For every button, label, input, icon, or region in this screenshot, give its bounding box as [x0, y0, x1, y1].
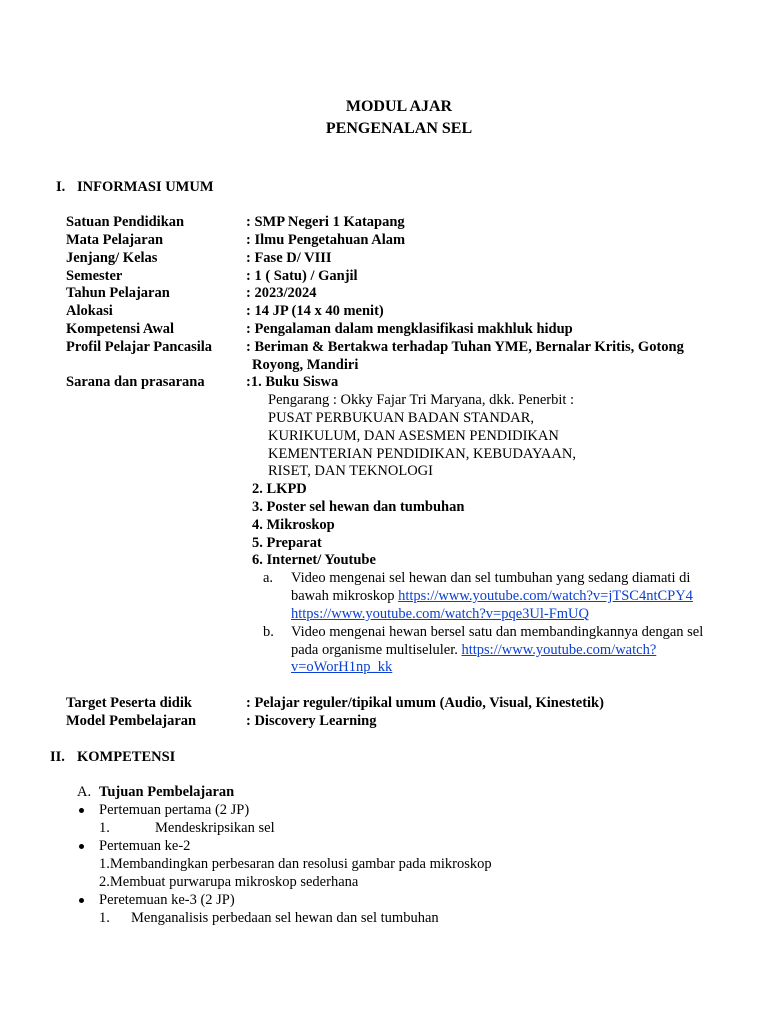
field-value-continued: Royong, Mandiri — [252, 357, 359, 373]
subsection-marker: A. — [77, 784, 92, 800]
field-value: : Pengalaman dalam mengklasifikasi makhluk hidup — [246, 321, 573, 337]
section-number: II. — [50, 749, 65, 765]
field-value: : Fase D/ VIII — [246, 250, 332, 266]
field-value: : 1 ( Satu) / Ganjil — [246, 268, 358, 284]
field-value: : SMP Negeri 1 Katapang — [246, 214, 405, 230]
meeting-label: Pertemuan pertama (2 JP) — [99, 802, 250, 818]
bullet-icon — [79, 898, 84, 903]
bullet-icon — [79, 844, 84, 849]
sarana-item: 5. Preparat — [252, 535, 322, 551]
field-label: Satuan Pendidikan — [66, 214, 185, 230]
bullet-icon — [79, 808, 84, 813]
section-heading: KOMPETENSI — [77, 749, 176, 765]
meeting-label: Peretemuan ke-3 (2 JP) — [99, 892, 235, 908]
youtube-link[interactable]: https://www.youtube.com/watch?v=pqe3Ul-FmUQ — [291, 606, 590, 622]
field-label: Tahun Pelajaran — [66, 285, 170, 301]
field-label: Model Pembelajaran — [66, 713, 197, 729]
book-detail-line: RISET, DAN TEKNOLOGI — [268, 463, 433, 479]
video-description-cont: pada organisme multiseluler. https://www.youtube.com/watch? — [291, 642, 657, 658]
youtube-link[interactable]: v=oWorH1np_kk — [291, 659, 393, 675]
objective-number: 1. — [99, 910, 110, 926]
field-value: : Pelajar reguler/tipikal umum (Audio, Visual, Kinestetik) — [246, 695, 604, 711]
field-label: Sarana dan prasarana — [66, 374, 205, 390]
sarana-item: 4. Mikroskop — [252, 517, 335, 533]
objective-text: 2.Membuat purwarupa mikroskop sederhana — [99, 874, 359, 890]
field-value: : Beriman & Bertakwa terhadap Tuhan YME, Bernalar Kritis, Gotong — [246, 339, 684, 355]
sarana-item: 2. LKPD — [252, 481, 307, 497]
objective-text: Menganalisis perbedaan sel hewan dan sel tumbuhan — [131, 910, 439, 926]
document-title: MODUL AJAR — [345, 98, 453, 115]
sarana-item: 6. Internet/ Youtube — [252, 552, 376, 568]
field-label: Target Peserta didik — [66, 695, 192, 711]
list-marker: b. — [263, 624, 274, 640]
video-description-cont: bawah mikroskop https://www.youtube.com/watch?v=jTSC4ntCPY4 — [291, 588, 693, 604]
book-detail-line: Pengarang : Okky Fajar Tri Maryana, dkk. Penerbit : — [268, 392, 575, 408]
field-value: : 14 JP (14 x 40 menit) — [246, 303, 384, 319]
objective-text: 1.Membandingkan perbesaran dan resolusi gambar pada mikroskop — [99, 856, 492, 872]
document-subtitle: PENGENALAN SEL — [325, 120, 473, 137]
objective-text: Mendeskripsikan sel — [155, 820, 275, 836]
subsection-heading: Tujuan Pembelajaran — [99, 784, 235, 800]
field-value: : 2023/2024 — [246, 285, 317, 301]
video-description: Video mengenai sel hewan dan sel tumbuhan yang sedang diamati di — [291, 570, 691, 586]
book-detail-line: PUSAT PERBUKUAN BADAN STANDAR, — [268, 410, 535, 426]
youtube-link[interactable]: https://www.youtube.com/watch? — [461, 642, 657, 658]
video-description: Video mengenai hewan bersel satu dan membandingkannya dengan sel — [291, 624, 704, 640]
objective-number: 1. — [99, 820, 110, 836]
sarana-item: 3. Poster sel hewan dan tumbuhan — [252, 499, 465, 515]
field-label: Kompetensi Awal — [66, 321, 175, 337]
field-label: Alokasi — [66, 303, 113, 319]
field-label: Jenjang/ Kelas — [66, 250, 158, 266]
section-number: I. — [56, 179, 66, 195]
field-value: : Discovery Learning — [246, 713, 377, 729]
youtube-link[interactable]: https://www.youtube.com/watch?v=jTSC4ntCPY4 — [398, 588, 693, 604]
meeting-label: Pertemuan ke-2 — [99, 838, 191, 854]
youtube-link-row — [291, 605, 589, 623]
field-label: Mata Pelajaran — [66, 232, 164, 248]
field-label: Semester — [66, 268, 123, 284]
section-heading: INFORMASI UMUM — [77, 179, 214, 195]
list-marker: a. — [263, 570, 274, 586]
book-detail-line: KEMENTERIAN PENDIDIKAN, KEBUDAYAAN, — [268, 446, 576, 462]
field-label: Profil Pelajar Pancasila — [66, 339, 213, 355]
field-value: :1. Buku Siswa — [246, 374, 339, 390]
field-value: : Ilmu Pengetahuan Alam — [246, 232, 406, 248]
book-detail-line: KURIKULUM, DAN ASESMEN PENDIDIKAN — [268, 428, 559, 444]
youtube-link-row — [291, 658, 392, 676]
